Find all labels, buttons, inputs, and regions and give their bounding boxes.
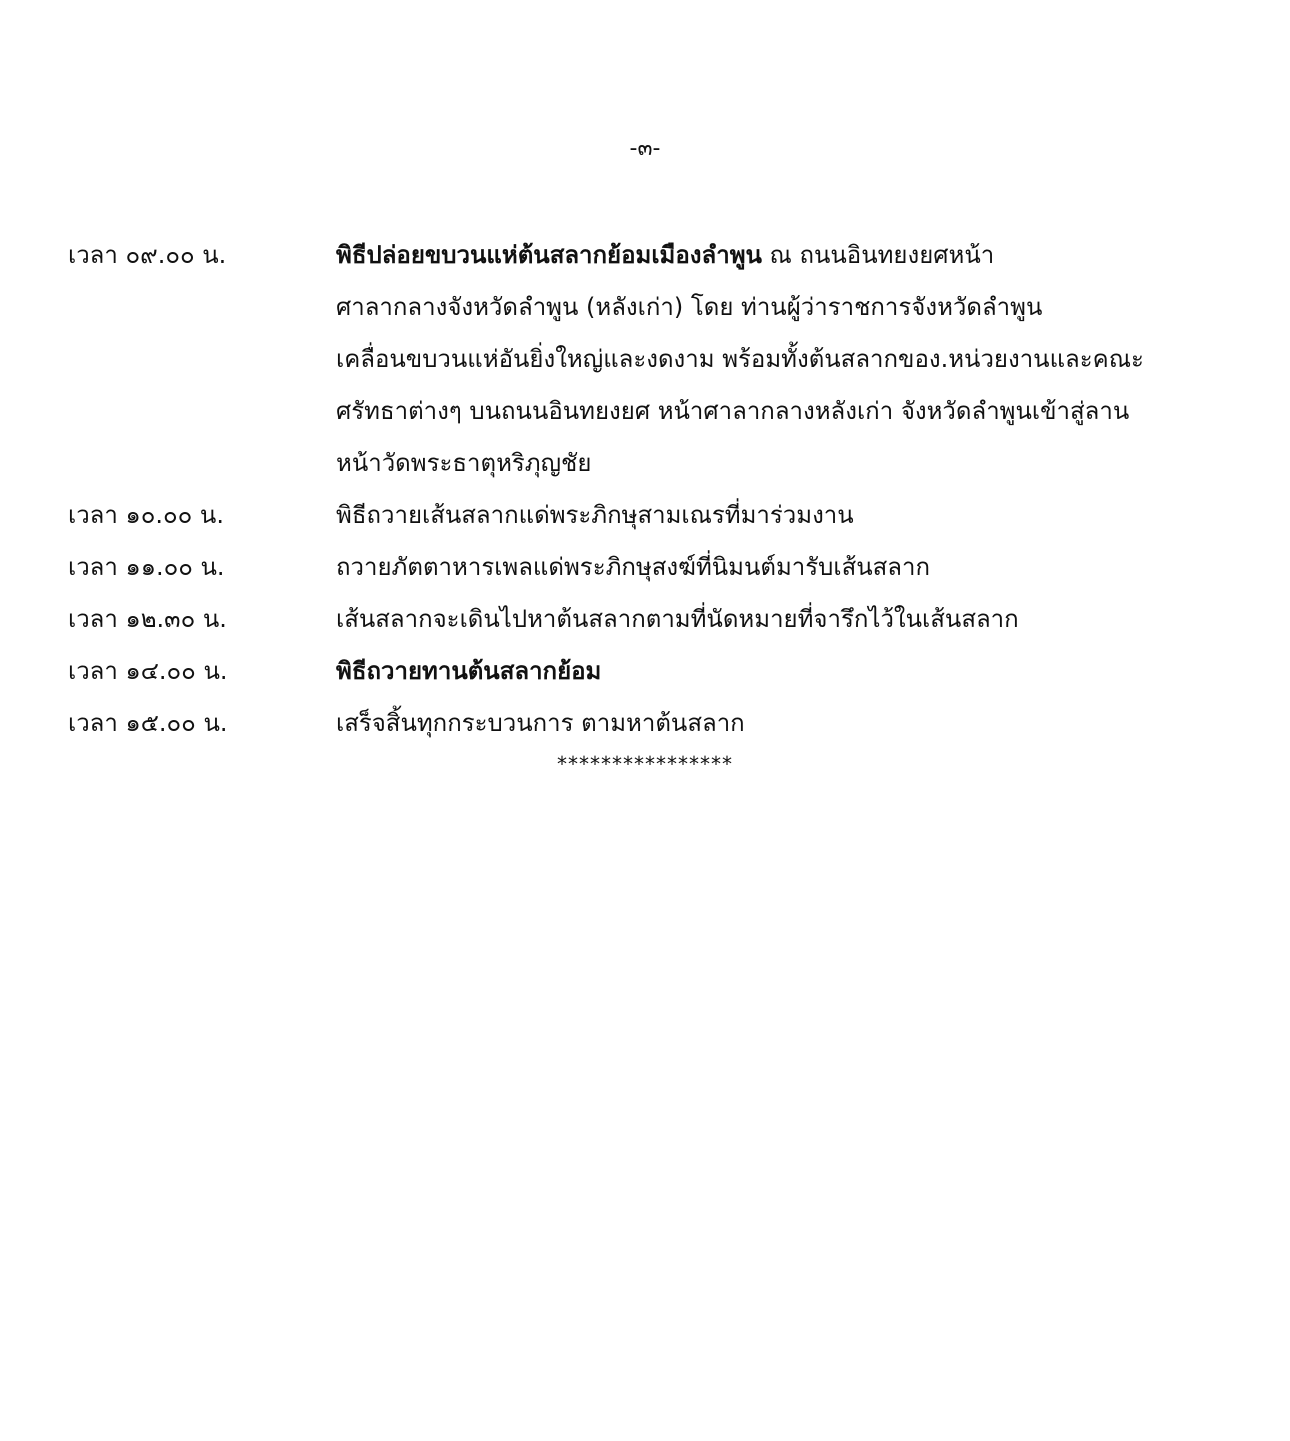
schedule-item	[68, 697, 1228, 749]
event-location: ณ ถนนอินทยงยศหน้า	[761, 241, 995, 269]
event-title: พิธีถวายทานต้นสลากย้อม	[336, 657, 602, 685]
schedule-item	[68, 229, 1228, 489]
description-line	[336, 229, 1228, 281]
event-title: พิธีปล่อยขบวนแห่ต้นสลากย้อมเมืองลำพูน	[336, 241, 762, 269]
description-line: เสร็จสิ้นทุกกระบวนการ ตามหาต้นสลาก	[336, 709, 745, 737]
schedule-time: เวลา ๑๔.๐๐ น.	[68, 657, 228, 685]
schedule-time: เวลา ๑๕.๐๐ น.	[68, 709, 228, 737]
schedule-description	[336, 541, 1228, 593]
schedule-item	[68, 593, 1228, 645]
schedule-description	[336, 645, 1228, 697]
schedule-time: เวลา ๑๑.๐๐ น.	[68, 553, 225, 581]
schedule-item	[68, 541, 1228, 593]
schedule-description	[336, 593, 1228, 645]
page-number: -๓-	[629, 136, 661, 161]
schedule-description	[336, 697, 1228, 749]
schedule-item	[68, 489, 1228, 541]
schedule-time: เวลา ๑๒.๓๐ น.	[68, 605, 227, 633]
schedule	[68, 229, 1228, 749]
schedule-time: เวลา ๐๙.๐๐ น.	[68, 241, 227, 269]
description-line: เคลื่อนขบวนแห่อันยิ่งใหญ่และงดงาม พร้อมทั้งต้นสลากของ.หน่วยงานและคณะ	[336, 345, 1144, 373]
schedule-description	[336, 489, 1228, 541]
schedule-time: เวลา ๑๐.๐๐ น.	[68, 501, 224, 529]
schedule-item	[68, 645, 1228, 697]
description-line: เส้นสลากจะเดินไปหาต้นสลากตามที่นัดหมายที่จารึกไว้ในเส้นสลาก	[336, 605, 1019, 633]
schedule-description	[336, 229, 1228, 489]
description-line: หน้าวัดพระธาตุหริภุญชัย	[336, 449, 592, 477]
description-line: ศรัทธาต่างๆ บนถนนอินทยงยศ หน้าศาลากลางหลังเก่า จังหวัดลำพูนเข้าสู่ลาน	[336, 397, 1130, 425]
description-line: ถวายภัตตาหารเพลแด่พระภิกษุสงฆ์ที่นิมนต์มารับเส้นสลาก	[336, 553, 931, 581]
end-of-document-mark: ****************	[557, 752, 733, 776]
description-line: พิธีถวายเส้นสลากแด่พระภิกษุสามเณรที่มาร่วมงาน	[336, 501, 854, 529]
description-line: ศาลากลางจังหวัดลำพูน (หลังเก่า) โดย ท่านผู้ว่าราชการจังหวัดลำพูน	[336, 293, 1043, 321]
